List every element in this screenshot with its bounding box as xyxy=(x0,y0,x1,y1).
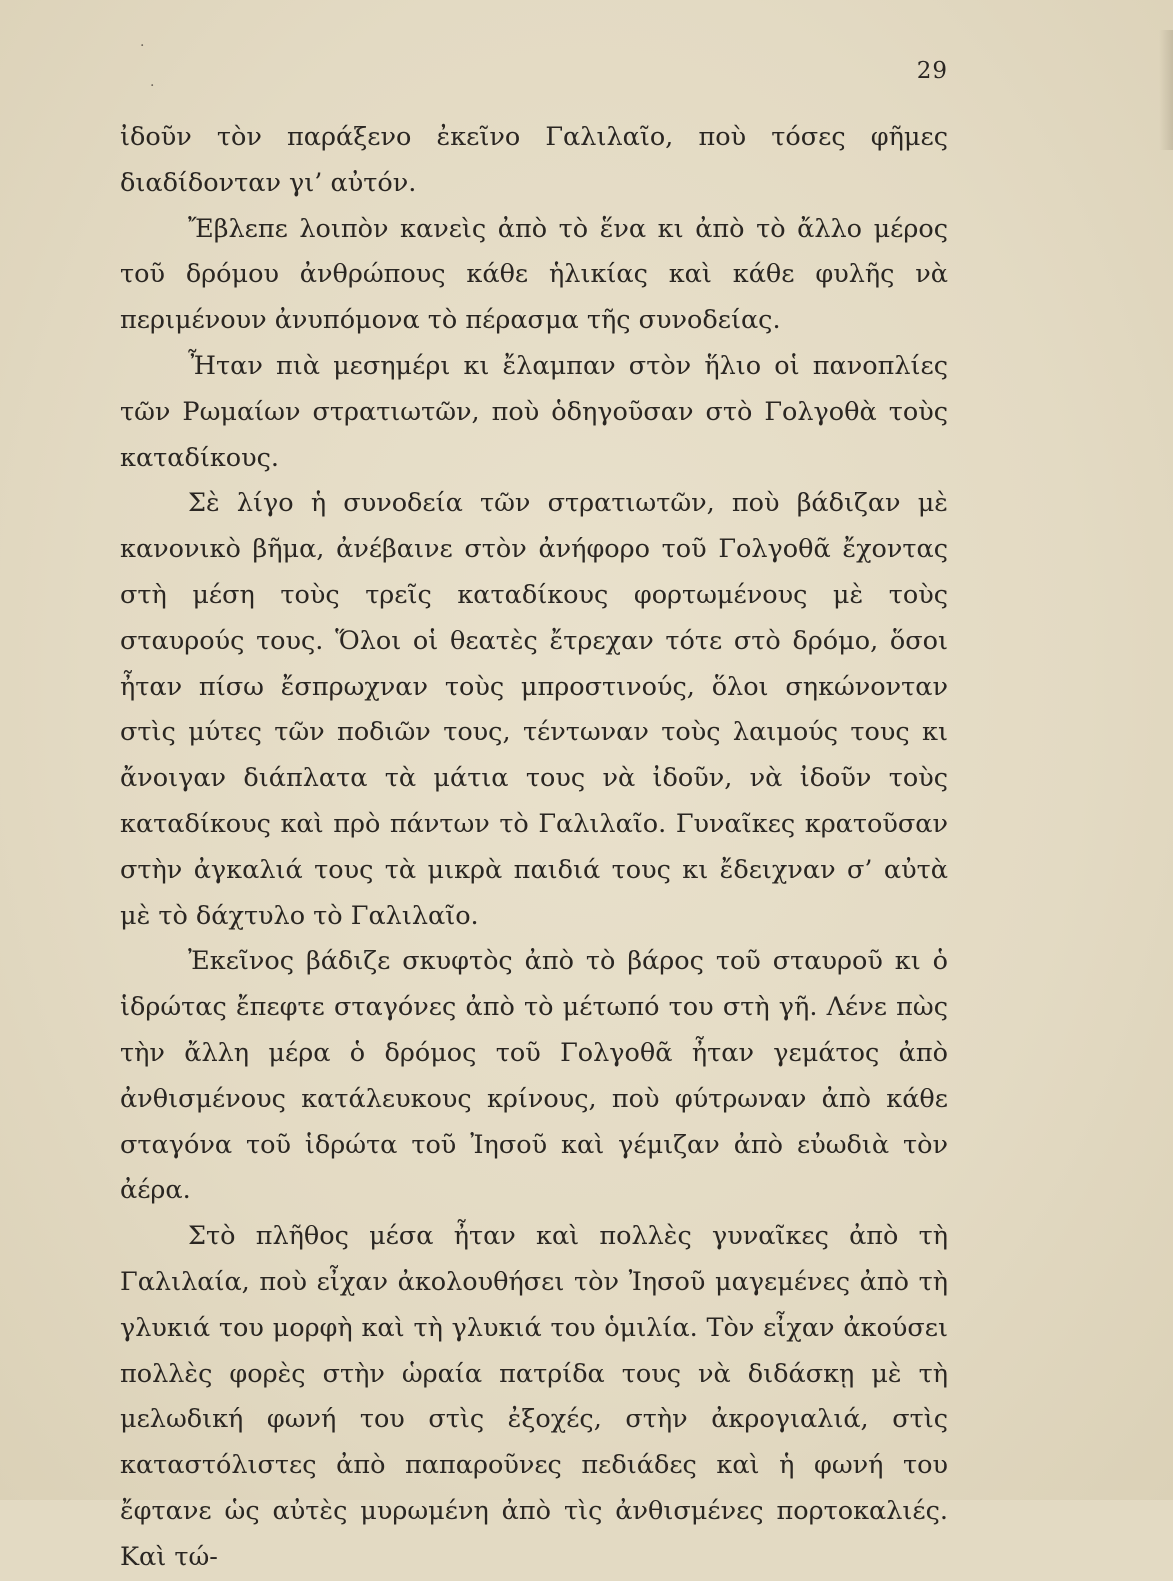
paragraph: Στὸ πλῆθος μέσα ἦταν καὶ πολλὲς γυναῖκες ἀπὸ τὴ Γαλιλαία, ποὺ εἶχαν ἀκολουθήσει τὸν Ἰησοῦ μαγεμένες ἀπὸ τὴ γλυκιά του μορφὴ καὶ τὴ γλυκιά του ὁμιλία. Τὸν εἶχαν ἀκούσει πολλὲς φορὲς στὴν ὡραία πατρίδα τους νὰ διδάσκῃ μὲ τὴ μελωδική φωνή του στὶς ἐξοχές, στὴν ἀκρογιαλιά, στὶς καταστόλιστες ἀπὸ παπαροῦνες πεδιάδες καὶ ἡ φωνή του ἔφτανε ὡς αὐτὲς μυρωμένη ἀπὸ τὶς ἀνθισμένες πορτοκαλιές. Καὶ τώ- xyxy=(120,1221,948,1572)
paragraph: Ἦταν πιὰ μεσημέρι κι ἔλαμπαν στὸν ἥλιο οἱ πανοπλίες τῶν Ρωμαίων στρατιωτῶν, ποὺ ὁδηγοῦσαν στὸ Γολγοθὰ τοὺς καταδίκους. xyxy=(120,350,948,473)
print-speck: · xyxy=(140,38,145,54)
print-speck: · xyxy=(150,78,155,94)
paragraph: ἰδοῦν τὸν παράξενο ἐκεῖνο Γαλιλαῖο, ποὺ τόσες φῆμες διαδίδονταν γι’ αὐτόν. xyxy=(120,122,948,198)
paragraph: Ἐκεῖνος βάδιζε σκυφτὸς ἀπὸ τὸ βάρος τοῦ σταυροῦ κι ὁ ἱδρώτας ἔπεφτε σταγόνες ἀπὸ τὸ μέτωπό του στὴ γῆ. Λένε πὼς τὴν ἄλλη μέρα ὁ δρόμος τοῦ Γολγοθᾶ ἦταν γεμάτος ἀπὸ ἀνθισμένους κατάλευκους κρίνους, ποὺ φύτρωναν ἀπὸ κάθε σταγόνα τοῦ ἱδρώτα τοῦ Ἰησοῦ καὶ γέμιζαν ἀπὸ εὐωδιὰ τὸν ἀέρα. xyxy=(120,946,948,1206)
body-text xyxy=(120,115,948,1581)
paragraph: Ἔβλεπε λοιπὸν κανεὶς ἀπὸ τὸ ἕνα κι ἀπὸ τὸ ἄλλο μέρος τοῦ δρόμου ἀνθρώπους κάθε ἡλικίας καὶ κάθε φυλῆς νὰ περιμένουν ἀνυπόμονα τὸ πέρασμα τῆς συνοδείας. xyxy=(120,213,948,336)
paragraph: Σὲ λίγο ἡ συνοδεία τῶν στρατιωτῶν, ποὺ βάδιζαν μὲ κανονικὸ βῆμα, ἀνέβαινε στὸν ἀνήφορο τοῦ Γολγοθᾶ ἔχοντας στὴ μέση τοὺς τρεῖς καταδίκους φορτωμένους μὲ τοὺς σταυρούς τους. Ὅλοι οἱ θεατὲς ἔτρεχαν τότε στὸ δρόμο, ὅσοι ἦταν πίσω ἔσπρωχναν τοὺς μπροστινούς, ὅλοι σηκώνονταν στὶς μύτες τῶν ποδιῶν τους, τέντωναν τοὺς λαιμούς τους κι ἄνοιγαν διάπλατα τὰ μάτια τους νὰ ἰδοῦν, νὰ ἰδοῦν τοὺς καταδίκους καὶ πρὸ πάντων τὸ Γαλιλαῖο. Γυναῖκες κρατοῦσαν στὴν ἀγκαλιά τους τὰ μικρὰ παιδιά τους κι ἔδειχναν σ’ αὐτὰ μὲ τὸ δάχτυλο τὸ Γαλιλαῖο. xyxy=(120,488,948,931)
page-number: 29 xyxy=(916,58,948,84)
page-edge-shadow xyxy=(1159,30,1173,150)
